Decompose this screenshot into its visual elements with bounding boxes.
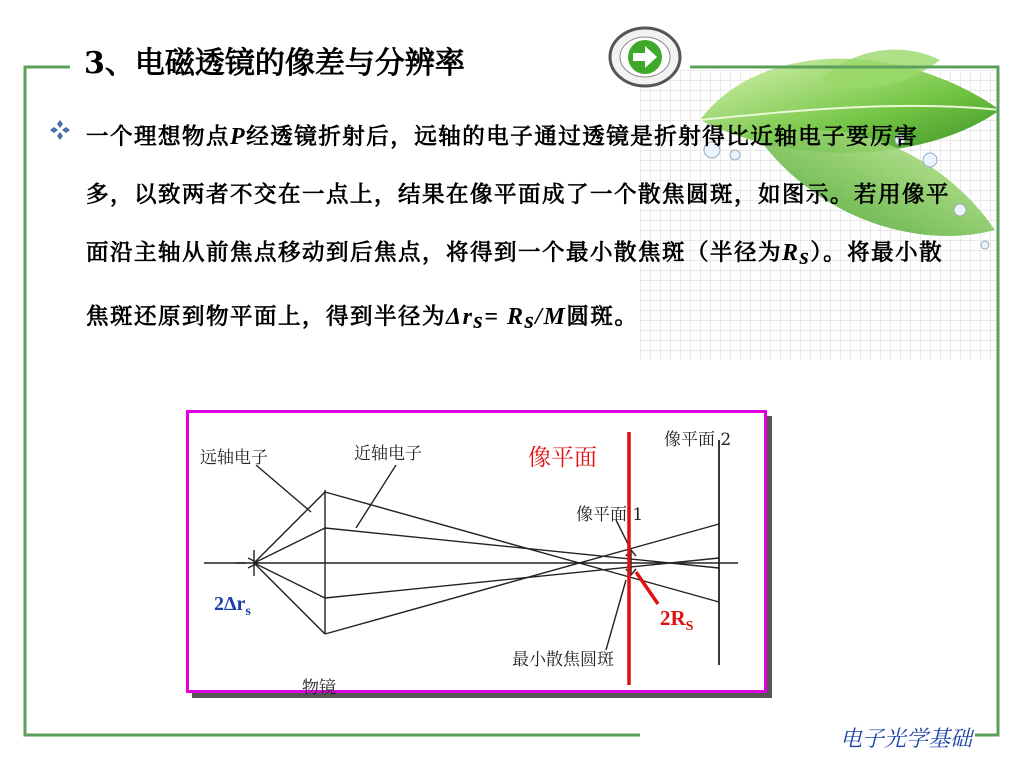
image-plane-1-label: 像平面 1	[576, 505, 644, 525]
min-disk-label: 最小散焦圆斑	[512, 650, 614, 670]
far-axis-electron-label: 远轴电子	[200, 448, 268, 468]
footer-course-label: 电子光学基础	[839, 727, 972, 752]
two-rs-label: $2R_S$	[660, 606, 694, 634]
image-plane-2-label: 像平面 2	[664, 430, 732, 450]
near-axis-electron-label: 近轴电子	[354, 444, 422, 464]
two-delta-rs-label: $2\Delta r_s$	[214, 593, 251, 619]
spherical-aberration-diagram	[186, 410, 774, 700]
slide-title: 3、电磁透镜的像差与分辨率	[80, 38, 469, 82]
next-slide-button[interactable]	[607, 26, 683, 88]
body-paragraph: 一个理想物点P经透镜折射后，远轴的电子通过透镜是折射得比近轴电子要厉害多，以致两者不交在一点上，结果在像平面成了一个散焦圆斑，如图示。若用像平面沿主轴从前焦点移动到后焦点，将得到一个最小散焦斑（半径为$R_s$）。将最小散焦斑还原到物平面上，得到半径为$\Delta r_s= R_s/M$圆斑。	[86, 124, 951, 334]
diamond-bullet-icon	[48, 118, 72, 142]
objective-lens-label: 物镜	[302, 678, 336, 698]
figure-border	[188, 412, 766, 692]
image-plane-red-label: 像平面	[528, 445, 597, 471]
green-arrow-right-icon	[628, 40, 662, 74]
